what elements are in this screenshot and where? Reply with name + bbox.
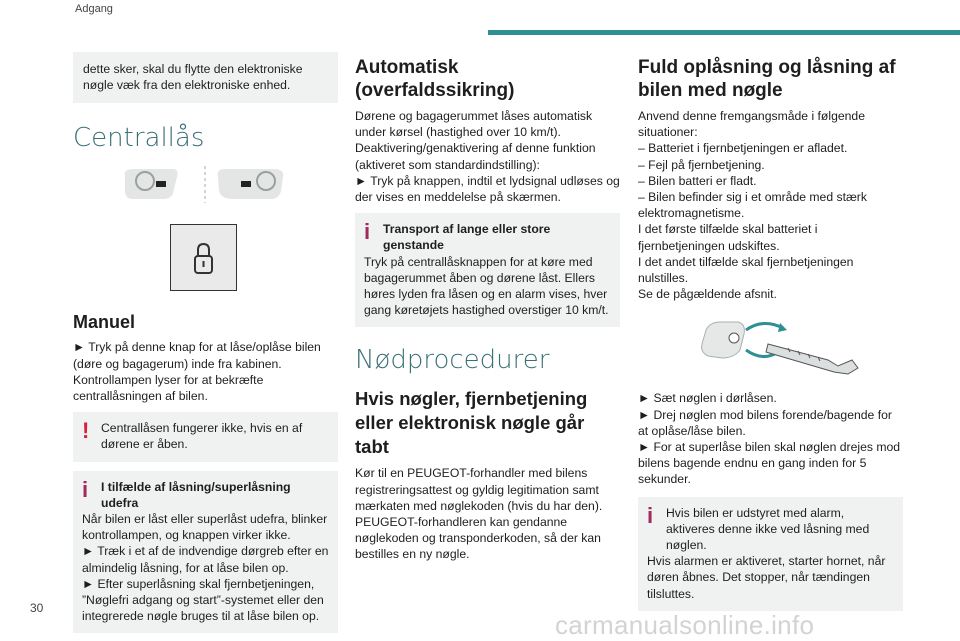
header-section-title: Adgang: [75, 3, 113, 15]
column-1: [73, 52, 338, 633]
column-3: [638, 56, 903, 611]
info-title: I tilfælde af låsning/superlåsning udefra: [101, 479, 291, 510]
situation-line: – Fejl på fjernbetjening.: [638, 157, 765, 172]
situation-line: – Batteriet i fjernbetjeningen er afladet.: [638, 141, 848, 156]
header-accent-bar: [488, 30, 960, 35]
info-icon: i: [82, 476, 89, 502]
info-box-alarm: [638, 497, 903, 611]
situation-line: Anvend denne fremgangsmåde i følgende situationer:: [638, 109, 865, 140]
auto-locking-para1: Dørene og bagagerummet låses automatisk under kørsel (hastighed over 10 km/t).: [355, 109, 593, 140]
step-line: ► For at superlåse bilen skal nøglen drejes mod bilens bagende endnu en gang inden for 5 sekunder.: [638, 440, 901, 487]
step-line: ► Drej nøglen mod bilens forende/bagende for at oplåse/låse bilen.: [638, 407, 892, 438]
steps-list: [638, 390, 903, 487]
continued-note-box: [73, 52, 338, 103]
emergency-procedures-title: Nødprocedurer: [355, 345, 550, 376]
info-line: Når bilen er låst eller superlåst udefra, blinker kontrollampen, og knappen virker ikke.: [82, 512, 328, 543]
left-steering-illustration: [125, 169, 178, 199]
info-line: Hvis bilen er udstyret med alarm, aktiveres denne ikke ved låsning med nøglen.: [666, 505, 870, 553]
key-in-lock-illustration: [638, 314, 903, 376]
full-unlocking-heading: Fuld oplåsning og låsning af bilen med nøgle: [638, 57, 896, 101]
info-icon: i: [364, 219, 371, 245]
manual-heading: Manuel: [73, 312, 136, 333]
auto-locking-heading: Automatisk (overfaldssikring): [355, 57, 515, 101]
situation-line: I det andet tilfælde skal fjernbetjeningen nulstilles.: [638, 254, 854, 286]
info-text: Tryk på centrallåsknappen for at køre med bagagerummet åben og dørene låst. Ellers høres lyden fra låsen og en alarm vises, hver gang køretøjets hastighed overstiger 10 km/t.: [364, 254, 609, 318]
situation-line: I det første tilfælde skal batteriet i fjernbetjeningen udskiftes.: [638, 222, 818, 253]
dashboard-illustration: [73, 163, 338, 208]
warning-text: Centrallåsen fungerer ikke, hvis en af dørene er åben.: [101, 421, 303, 452]
situations-list: [638, 108, 903, 302]
step-line: ► Sæt nøglen i dørlåsen.: [638, 391, 777, 406]
continued-note-text: dette sker, skal du flytte den elektroniske nøgle væk fra den elektroniske enhed.: [83, 62, 303, 93]
situation-line: Se de pågældende afsnit.: [638, 287, 777, 302]
door-handle-illustration: [702, 322, 745, 358]
manual-instruction: ► Tryk på denne knap for at låse/oplåse bilen (døre og bagagerum) inde fra kabinen.: [73, 340, 321, 371]
info-line: Hvis alarmen er aktiveret, starter hornet, når døren åbnes. Det stopper, når tændingen tilsluttes.: [647, 554, 886, 601]
auto-locking-para3: ► Tryk på knappen, indtil et lydsignal udløses og der vises en meddelelse på skærmen.: [355, 173, 620, 205]
page-number: 30: [30, 601, 44, 615]
central-lock-button-icon: [170, 224, 237, 291]
info-box-external-locking: [73, 471, 338, 634]
lost-keys-para2: PEUGEOT-forhandleren kan gendanne nøglekoden og transponderkoden, så der kan bestilles en ny nøgle.: [355, 515, 601, 562]
manual-indicator-text: Kontrollampen lyser for at bekræfte centrallåsningen af bilen.: [73, 372, 264, 404]
lost-keys-para1: Kør til en PEUGEOT-forhandler med bilens registreringsattest og gyldig legitimation samt mærkaten med nøglekoden (hvis du har den).: [355, 466, 603, 513]
column-2: [355, 56, 620, 563]
lost-keys-heading: Hvis nøgler, fjernbetjening eller elektronisk nøgle går tabt: [355, 388, 588, 458]
info-box-transport: [355, 213, 620, 327]
info-line: ► Træk i et af de indvendige dørgreb efter en almindelig låsning, for at låse bilen op.: [82, 544, 329, 575]
info-line: ► Efter superlåsning skal fjernbetjeningen, ”Nøglefri adgang og start”-systemet eller den integrerede nøgle bruges til at låse bilen op.: [82, 576, 324, 624]
situation-line: – Bilen batteri er fladt.: [638, 173, 757, 188]
central-locking-title: Centrallås: [73, 123, 205, 154]
situation-line: – Bilen befinder sig i et område med stærk elektromagnetisme.: [638, 190, 867, 221]
watermark-text: carmanualsonline.info: [555, 610, 815, 640]
info-title: Transport af lange eller store genstande: [383, 222, 551, 253]
info-icon: i: [647, 502, 654, 528]
auto-locking-para2: Deaktivering/genaktivering af denne funktion (aktiveret som standardindstilling):: [355, 141, 596, 172]
key-illustration: [766, 344, 858, 374]
warning-box: [73, 412, 338, 461]
warning-exclamation-icon: !: [82, 418, 90, 444]
right-steering-illustration: [218, 169, 284, 199]
